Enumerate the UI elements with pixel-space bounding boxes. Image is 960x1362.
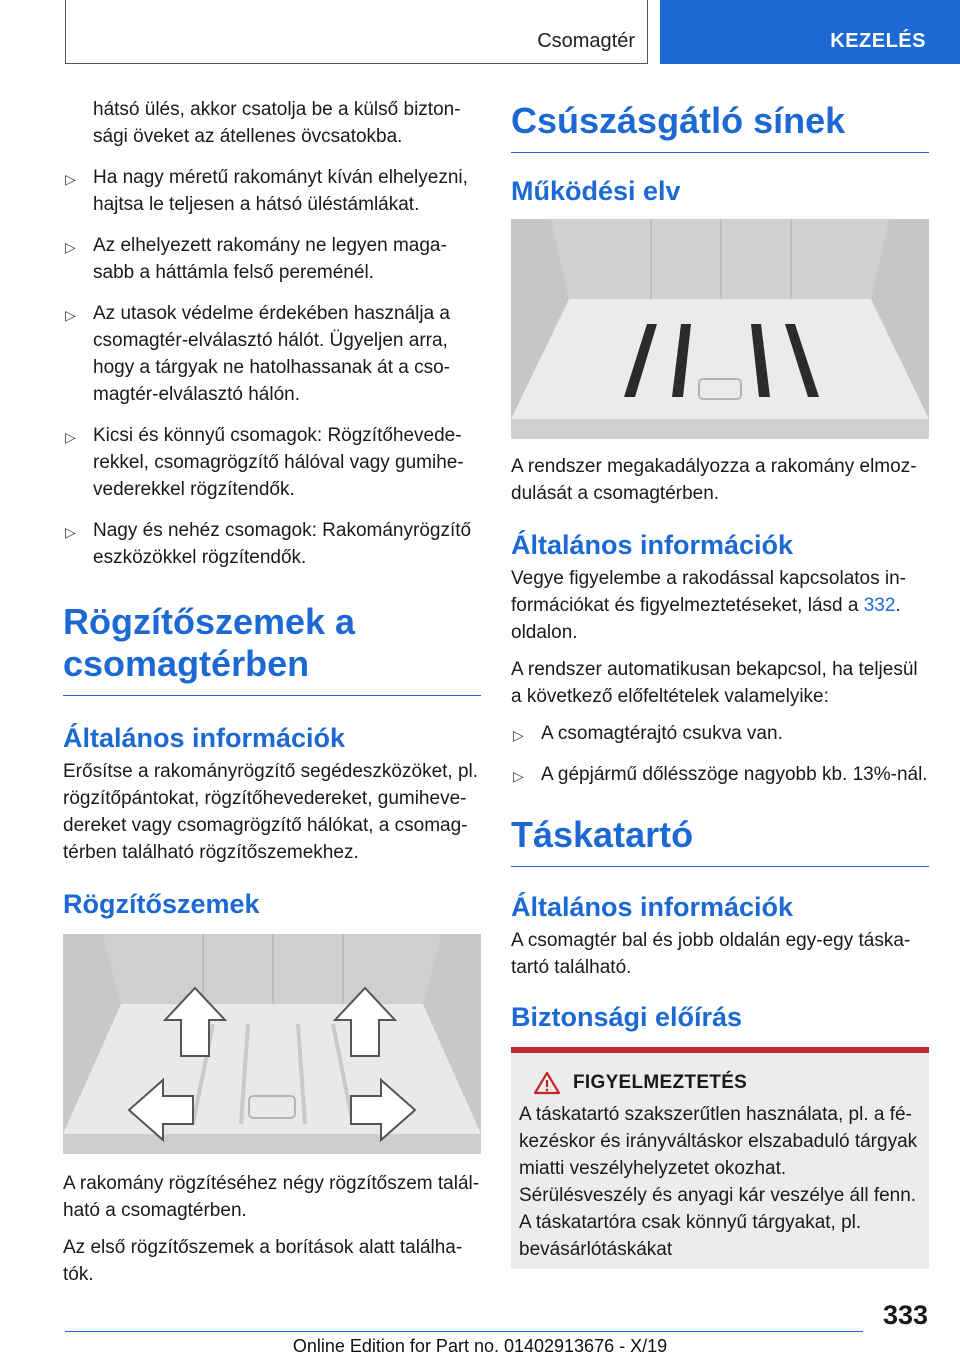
triangle-right-icon: ▷ [513,768,524,784]
subsection-general-info-bag: Általános információk [511,892,794,922]
general-info-rails-text: Vegye figyelembe a rakodással kapcsolatos in‐formációkat és figyelmeztetéseket, lásd a 332. oldalon. [511,568,907,643]
triangle-right-icon: ▷ [65,524,76,540]
header-chapter-title: KEZELÉS [830,30,926,52]
subsection-safety: Biztonsági előírás [511,1002,743,1032]
list-item: ▷ Kicsi és könnyű csomagok: Rögzítőhevede‐rekkel, csomagrögzítő hálóval vagy gumihe‐vederekkel rögzítendők. [65,425,464,500]
activation-conditions-list [511,720,929,788]
warning-text: A táskatartó szakszerűtlen használata, pl. a fé‐kezéskor és irányváltáskor elszabaduló tárgyak miatti veszélyhelyzetet okozhat. Sérülésveszély és anyagi kár veszélye áll fenn. A táskatartóra csak könnyű tárgyakat, pl. bevásárlótáskákat [519,1104,918,1260]
page-reference-link[interactable]: 332 [863,595,896,616]
footer-edition: Online Edition for Part no. 01402913676 - X/19 [292,1336,668,1356]
trunk-anti-slip-rails-illustration [511,219,929,439]
list-item: ▷ A gépjármű dőlésszöge nagyobb kb. 13%-nál. [511,761,929,788]
figure-caption-eyes: A rakomány rögzítéséhez négy rögzítőszem talál‐ható a csomagtérben. [63,1173,480,1221]
triangle-right-icon: ▷ [513,727,524,743]
warning-box [511,1047,929,1269]
list-item: ▷ Nagy és nehéz csomagok: Rakományrögzítő eszközökkel rögzítendők. [65,520,472,568]
warning-label: FIGYELMEZTETÉS [573,1072,748,1093]
header-chapter-tab[interactable] [660,0,960,64]
warning-header [519,1071,919,1095]
right-column [511,100,929,1269]
trunk-tie-down-eyes-illustration [63,934,481,1154]
triangle-right-icon: ▷ [65,307,76,323]
header-section-title: Csomagtér [537,30,635,52]
loading-rules-list [63,164,481,571]
general-info-text: Erősítse a rakományrögzítő segédeszközöket, pl. rögzítőpántokat, rögzítőhevedereket, gumiheve‐dereket vagy csomagrögzítő hálókat, a csomag‐térben található rögzítőszemekhez. [63,761,479,863]
subsection-general-info: Általános információk [63,723,346,753]
list-item: ▷ A csomagtérajtó csukva van. [511,720,929,747]
triangle-right-icon: ▷ [65,429,76,445]
warning-triangle-icon [533,1071,561,1095]
list-item: ▷ Ha nagy méretű rakományt kíván elhelyezni, hajtsa le teljesen a hátsó üléstámlákat. [65,167,468,215]
list-item: ▷ Az utasok védelme érdekében használja a csomagtér-elválasztó hálót. Ügyeljen arra, hogy a tárgyak ne hatolhassanak át a cso‐magtér-elválasztó hálón. [65,303,451,405]
function-text: A rendszer megakadályozza a rakomány elmoz‐dulását a csomagtérben. [511,456,917,504]
page-number: 333 [883,1300,929,1330]
bag-holder-text: A csomagtér bal és jobb oldalán egy-egy táska‐tartó található. [511,930,911,978]
section-title-tie-down-eyes: Rögzítőszemek a csomagtérben [63,601,481,696]
triangle-right-icon: ▷ [65,239,76,255]
footer-divider [65,1331,863,1332]
figure-caption-front-eyes: Az első rögzítőszemek a borítások alatt találha‐tók. [63,1237,463,1285]
intro-text: hátsó ülés, akkor csatolja be a külső bizton‐sági öveket az átellenes övcsatokba. [93,99,461,147]
subsection-general-info-rails: Általános információk [511,530,794,560]
trunk-arrows-drawing [63,934,481,1154]
triangle-right-icon: ▷ [65,171,76,187]
section-title-bag-holder: Táskatartó [511,814,929,867]
subsection-function: Működési elv [511,176,681,206]
left-column [63,96,481,1298]
section-title-anti-slip-rails: Csúszásgátló sínek [511,100,929,153]
subsection-tie-down-eyes: Rögzítőszemek [63,889,260,919]
trunk-rails-drawing [511,219,929,439]
header-section-box [65,0,648,64]
list-item: ▷ Az elhelyezett rakomány ne legyen maga‐sabb a háttámla felső pereménél. [65,235,447,283]
auto-activation-text: A rendszer automatikusan bekapcsol, ha teljesül a következő előfeltételek valamelyike: [511,659,918,707]
